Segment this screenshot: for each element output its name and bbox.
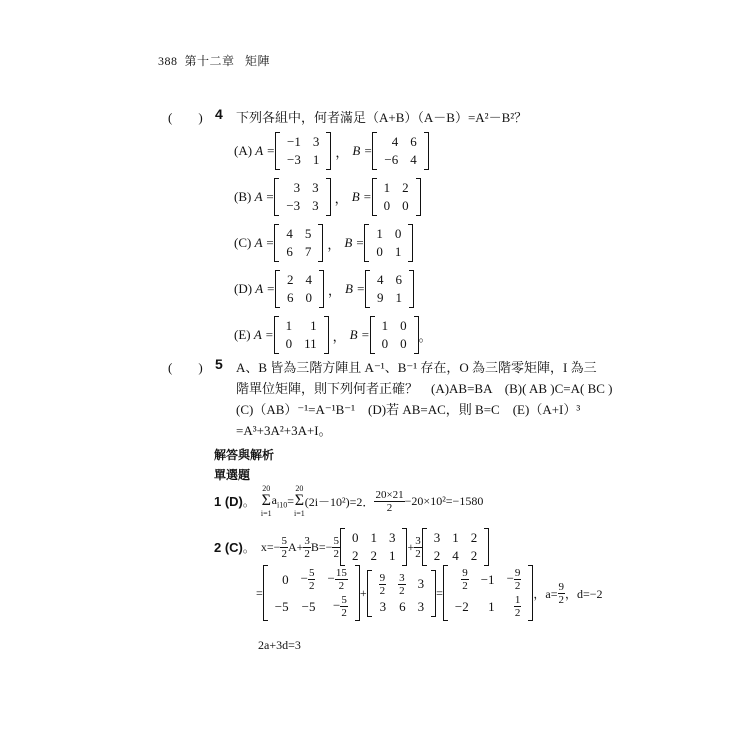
q4-number: 4 <box>215 106 223 122</box>
sum-term-expanded: (2i－10²) <box>304 494 350 509</box>
q5-text <box>236 357 613 441</box>
matrix-a-label: A = <box>255 281 276 296</box>
expr-text: A+ <box>287 539 304 554</box>
option-label: (E) <box>234 327 251 342</box>
q5-number: 5 <box>215 356 223 372</box>
equals-two: =2． <box>349 494 375 509</box>
answer-2-mark: 。 <box>242 540 255 555</box>
matrix-a-label: A = <box>253 327 274 342</box>
answer-1-result: −20×10²=−1580 <box>404 493 484 508</box>
solution-heading: 解答與解析 <box>214 448 275 462</box>
answer-1-label: 1 (D) <box>214 493 243 509</box>
answer-2-line-1 <box>214 528 489 566</box>
answer-1 <box>214 484 483 518</box>
expr-text: ，d=−2 <box>565 586 603 601</box>
page-header <box>158 52 270 69</box>
q4-option <box>234 266 432 312</box>
sum-symbol: 20 Σ i=1 <box>260 484 272 518</box>
matrix-b-label: B = <box>345 281 366 296</box>
q4-option <box>234 220 432 266</box>
q4-option <box>234 128 432 174</box>
expr-text: B=− <box>310 539 333 554</box>
separator: ， <box>335 144 349 160</box>
solution-subheading: 單選題 <box>214 468 251 482</box>
answer-1-mark: 。 <box>242 494 255 509</box>
plus-sign: + <box>407 539 415 554</box>
fraction: $\frac{3}{2}$ <box>415 534 421 560</box>
matrix: $\frac{9}{2}$ $\frac{3}{2}$ 3 3 6 3 <box>367 570 437 617</box>
option-label: (B) <box>234 189 252 204</box>
separator: ， <box>327 236 341 252</box>
q5-answer-blank: ( ) <box>168 360 203 375</box>
separator: ， <box>328 282 342 298</box>
sum-symbol: 20 Σ i=1 <box>293 484 305 518</box>
matrix: 0 − $\frac{5}{2}$ − $\frac{15}{2}$ −5 −5 − $\frac{5}{2}$ <box>263 565 360 621</box>
option-label: (D) <box>234 281 253 296</box>
option-label: (C) <box>234 235 252 250</box>
q4-option <box>234 312 432 358</box>
q4-options <box>234 128 432 358</box>
fraction: $\frac{3}{2}$ <box>304 534 310 560</box>
q5-line: 階單位矩陣，則下列何者正確？ (A)AB=BA (B)( AB )C=A( BC ) <box>236 381 613 396</box>
matrix: $\frac{9}{2}$ −1 − $\frac{9}{2}$ −2 1 $\frac{1}{2}$ <box>443 565 534 621</box>
matrix: 1 0 0 1 <box>364 224 413 262</box>
q4-option <box>234 174 432 220</box>
matrix-a-label: A = <box>254 235 275 250</box>
matrix: 3 1 2 2 4 2 <box>422 528 490 566</box>
chapter-title: 矩陣 <box>245 54 271 68</box>
equals-sign: = <box>256 585 263 600</box>
fraction: $\frac{20\times 21}{2}$ <box>375 488 404 514</box>
fraction: $\frac{5}{2}$ <box>281 534 287 560</box>
option-end: 。 <box>418 328 432 344</box>
matrix: 1 2 0 0 <box>372 178 421 216</box>
equals-sign: = <box>287 493 294 508</box>
matrix: 4 6 9 1 <box>365 270 414 308</box>
chapter-label: 第十二章 <box>184 54 235 68</box>
sum-term: $a_{i10}$ <box>271 492 288 510</box>
matrix: 3 3 −3 3 <box>274 178 330 216</box>
q5-line: A、B 皆為三階方陣且 A⁻¹、B⁻¹ 存在，O 為三階零矩陣，I 為三 <box>236 360 597 375</box>
matrix: 1 0 0 0 <box>370 316 419 354</box>
matrix-b-label: B = <box>344 235 365 250</box>
matrix: −1 3 −3 1 <box>275 132 331 170</box>
q4-answer-blank: ( ) <box>168 110 203 125</box>
matrix-a-label: A = <box>254 189 275 204</box>
fraction: $\frac{9}{2}$ <box>558 580 565 606</box>
plus-sign: + <box>359 585 367 600</box>
answer-2-final: 2a+3d=3 <box>258 638 301 652</box>
option-label: (A) <box>234 143 253 158</box>
expr-text: x=− <box>260 539 281 554</box>
matrix: 4 6 −6 4 <box>372 132 428 170</box>
q5-line: =A³+3A²+3A+I。 <box>236 423 332 438</box>
separator: ， <box>334 190 348 206</box>
matrix: 1 1 0 11 <box>274 316 329 354</box>
expr-text: ，a= <box>533 586 558 601</box>
q4-text: 下列各組中，何者滿足（A+B）（A－B）=A²－B²？ <box>236 110 528 125</box>
q5-line: (C)（AB）⁻¹=A⁻¹B⁻¹ (D)若 AB=AC，則 B=C (E)（A+I）³ <box>236 402 581 417</box>
matrix-a-label: A = <box>255 143 276 158</box>
matrix-b-label: B = <box>352 143 373 158</box>
matrix-b-label: B = <box>349 327 370 342</box>
matrix-b-label: B = <box>351 189 372 204</box>
separator: ， <box>332 328 346 344</box>
answer-2-label: 2 (C) <box>214 539 243 555</box>
fraction: $\frac{5}{2}$ <box>333 534 339 560</box>
answer-2-line-2 <box>256 565 603 621</box>
matrix: 2 4 6 0 <box>275 270 324 308</box>
matrix: 0 1 3 2 2 1 <box>340 528 408 566</box>
page-number: 388 <box>158 54 178 68</box>
matrix: 4 5 6 7 <box>274 224 323 262</box>
equals-sign: = <box>436 585 443 600</box>
